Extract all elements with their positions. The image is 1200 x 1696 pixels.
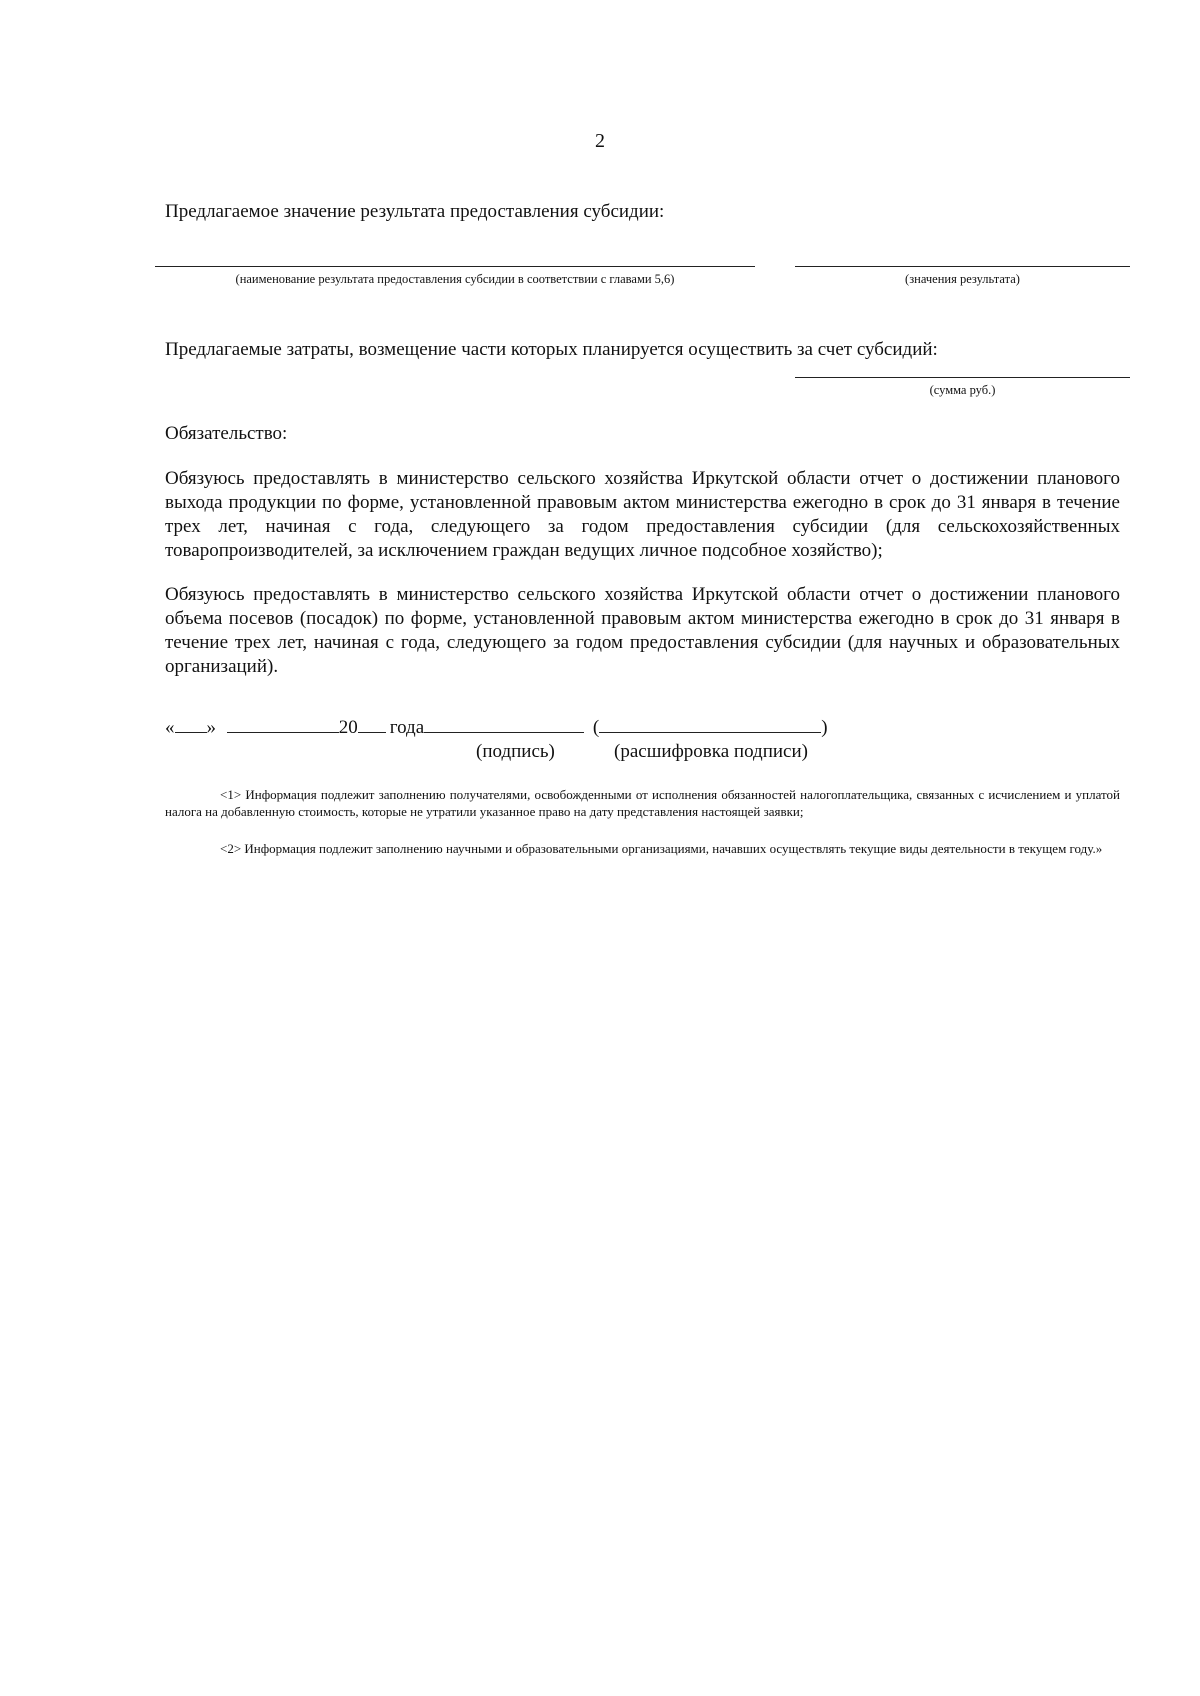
signature-decoding-caption: (расшифровка подписи)	[614, 741, 808, 762]
result-name-caption: (наименование результата предоставления субсидии в соответствии с главами 5,6)	[235, 272, 675, 286]
year-word: года	[389, 717, 425, 738]
footnote-1	[165, 786, 1120, 820]
signature-caption: (подпись)	[476, 741, 555, 762]
costs-sum-caption: (сумма руб.)	[929, 383, 996, 397]
obligation-heading: Обязательство:	[165, 423, 288, 444]
year-field[interactable]	[358, 714, 386, 733]
close-quote: »	[206, 717, 216, 738]
open-quote: «	[165, 717, 175, 738]
result-value-caption: (значения результата)	[905, 272, 1020, 286]
month-field[interactable]	[227, 714, 339, 733]
page-number: 2	[595, 130, 605, 152]
signature-decoding-field[interactable]	[599, 714, 821, 733]
year-prefix: 20	[338, 717, 358, 738]
footnote-2	[165, 840, 1120, 857]
footnote-2-text: <2> Информация подлежит заполнению научными и образовательными организациями, начавших осуществлять текущие виды деятельности в текущем году.»	[220, 841, 1103, 856]
result-value-line[interactable]	[795, 266, 1130, 267]
open-paren: (	[592, 717, 600, 738]
signature-field[interactable]	[424, 714, 584, 733]
result-name-line[interactable]	[155, 266, 755, 267]
costs-sum-line[interactable]	[795, 377, 1130, 378]
result-heading: Предлагаемое значение результата предоставления субсидии:	[165, 201, 665, 222]
costs-heading: Предлагаемые затраты, возмещение части которых планируется осуществить за счет субсидий:	[165, 339, 938, 360]
signature-row	[165, 714, 828, 739]
close-paren: )	[821, 717, 828, 738]
obligation-paragraph-1: Обязуюсь предоставлять в министерство сельского хозяйства Иркутской области отчет о достижении планового выхода продукции по форме, установленной правовым актом министерства ежегодно в срок до 31 января в течение трех лет, начиная с года, следующего за годом предоставления субсидии (для сельскохозяйственных товаропроизводителей, за исключением граждан ведущих личное подсобное хозяйство);	[165, 468, 1120, 561]
day-field[interactable]	[175, 714, 207, 733]
footnote-1-text: <1> Информация подлежит заполнению получателями, освобожденными от исполнения обязанностей налогоплательщика, связанных с исчислением и уплатой налога на добавленную стоимость, которые не утратили указанное право на дату представления настоящей заявки;	[165, 787, 1120, 819]
obligation-paragraph-2: Обязуюсь предоставлять в министерство сельского хозяйства Иркутской области отчет о достижении планового объема посевов (посадок) по форме, установленной правовым актом министерства ежегодно в срок до 31 января в течение трех лет, начиная с года, следующего за годом предоставления субсидии (для научных и образовательных организаций).	[165, 584, 1120, 677]
